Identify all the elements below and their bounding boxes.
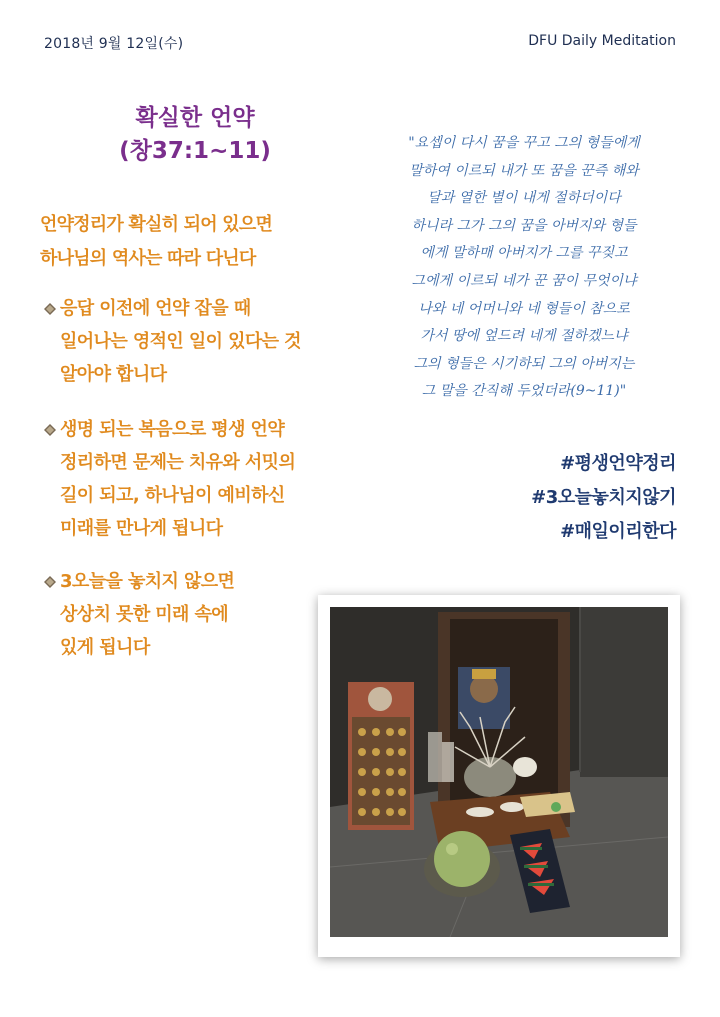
point-text: 생명 되는 복음으로 평생 언약 [60,419,285,440]
quote-line: 그의 형들은 시기하되 그의 아버지는 [413,355,635,372]
hashtag: #3오늘놓치지않기 [531,487,676,508]
quote-line: 하니라 그가 그의 꿈을 아버지와 형들 [411,217,637,234]
scripture-reference: (창37:1~11) [119,138,271,164]
point-line: 미래를 만나게 됩니다 [60,518,223,539]
hashtag-list [531,447,676,549]
shrine-illustration [330,607,668,937]
point-text: 3오늘을 놓치지 않으면 [60,571,235,592]
lead-line: 하나님의 역사는 따라 다닌다 [40,248,256,269]
point-line [44,565,344,598]
point-line: 정리하면 문제는 치유와 서밋의 [60,452,296,473]
quote-line: 나와 네 어머니와 네 형들이 참으로 [418,300,630,317]
point-line: 알아야 합니다 [60,364,167,385]
quote-line: 달과 열한 별이 내게 절하더이다 [427,190,621,207]
quote-line: 말하여 이르되 내가 또 꿈을 꾼즉 해와 [409,162,639,179]
quote-line: 에게 말하매 아버지가 그를 꾸짖고 [420,245,628,262]
quote-line: 그 말을 간직해 두었더라(9~11)" [421,383,627,400]
point-item [44,565,344,664]
diamond-bullet-icon [44,576,56,588]
point-line: 길이 되고, 하나님이 예비하신 [60,485,285,506]
point-line [44,292,344,325]
header-date: 2018년 9월 12일(수) [44,36,184,52]
point-item [44,413,344,545]
quote-line: "요셉이 다시 꿈을 꾸고 그의 형들에게 [408,135,640,151]
hashtag: #평생언약정리 [560,453,676,474]
lead-text [40,208,340,276]
title-block [60,102,330,168]
point-item [44,292,344,391]
scripture-quote [368,130,680,406]
shrine-photo [330,607,668,937]
diamond-bullet-icon [44,303,56,315]
point-text: 응답 이전에 언약 잡을 때 [60,298,251,319]
point-line: 상상치 못한 미래 속에 [60,604,229,625]
hashtag: #매일이리한다 [560,521,676,542]
quote-line: 그에게 이르되 네가 꾼 꿈이 무엇이냐 [411,272,637,289]
photo-frame [318,595,680,957]
diamond-bullet-icon [44,424,56,436]
page-title: 확실한 언약 [135,105,255,131]
point-line: 일어나는 영적인 일이 있다는 것 [60,331,301,352]
lead-line: 언약정리가 확실히 되어 있으면 [40,214,273,235]
quote-line: 가서 땅에 엎드려 네게 절하겠느냐 [420,328,628,345]
point-line: 있게 됩니다 [60,637,150,658]
header-brand: DFU Daily Meditation [528,33,676,49]
point-line [44,413,344,446]
